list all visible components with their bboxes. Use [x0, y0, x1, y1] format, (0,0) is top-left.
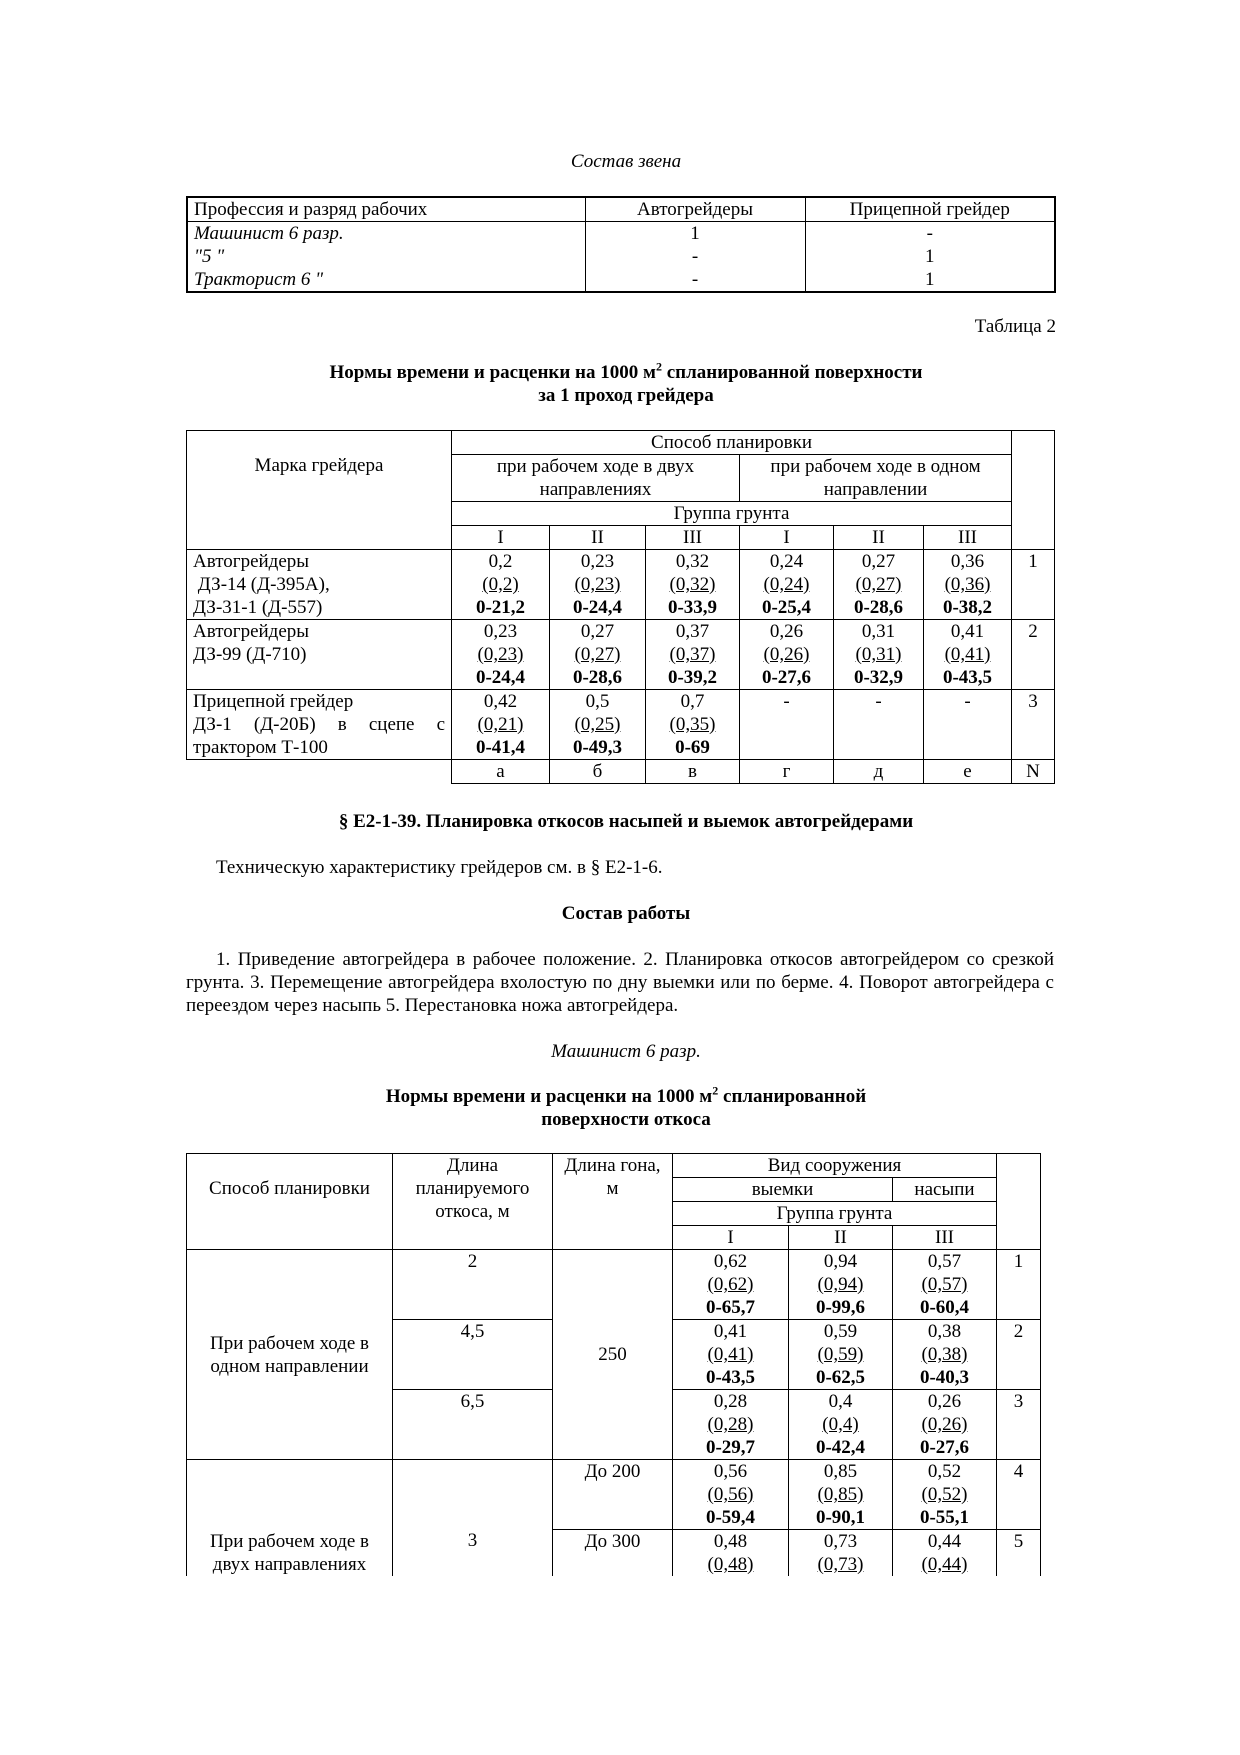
t3-cell: [673, 1530, 789, 1577]
norm-paren: (0,25): [574, 714, 621, 735]
t3-col-cuts: выемки: [673, 1178, 893, 1202]
norm: 0,52: [927, 1461, 962, 1482]
tech-note: Техническую характеристику грейдеров см. в § Е2-1-6.: [216, 857, 663, 878]
norm: 0,28: [713, 1391, 748, 1412]
table3-title: [186, 1085, 1066, 1131]
t3-col-method: Способ планировки: [187, 1154, 393, 1250]
t3-row-num: 4: [997, 1460, 1041, 1530]
t2-row-num: 2: [1012, 620, 1055, 690]
t2-cell: [646, 690, 740, 760]
norm-paren: (0,48): [707, 1554, 754, 1575]
t2-cell: [924, 620, 1012, 690]
norm-paren: (0,44): [921, 1554, 968, 1575]
t2-footer-letter: а: [452, 760, 550, 784]
t2-col-num-blank: [1012, 431, 1055, 550]
norm: 0,48: [713, 1531, 748, 1552]
norm: 0,2: [488, 551, 513, 572]
t2-footer-letter: г: [740, 760, 834, 784]
norm: 0,26: [769, 621, 804, 642]
table3-title-tail: спланированной: [718, 1086, 867, 1107]
crew-col-graders: Автогрейдеры: [585, 197, 805, 222]
t3-method-two: При рабочем ходе в двух направлениях: [187, 1460, 393, 1577]
crew-graders: -: [585, 245, 805, 268]
t2-cell: [646, 620, 740, 690]
t3-group: II: [789, 1226, 893, 1250]
norm-paren: (0,56): [707, 1484, 754, 1505]
table-row: [187, 245, 1055, 268]
table-row: [187, 222, 1055, 246]
t2-footer-letter: е: [924, 760, 1012, 784]
crew-profession: "5 ": [187, 245, 585, 268]
norm: 0,4: [828, 1391, 853, 1412]
table3-title-sup: 2: [712, 1083, 719, 1098]
crew-trailer: -: [805, 222, 1055, 246]
t3-cell: [893, 1250, 997, 1320]
t2-footer-row: [187, 760, 1055, 784]
rate: 0-24,4: [475, 667, 526, 688]
t2-cell: [834, 550, 924, 620]
rate: 0-41,4: [475, 737, 526, 758]
t3-row-num: 3: [997, 1390, 1041, 1460]
norm-paren: (0,57): [921, 1274, 968, 1295]
t2-cell: -: [834, 690, 924, 760]
rate: 0-55,1: [919, 1507, 970, 1528]
rate: 0-21,2: [475, 597, 526, 618]
norm-paren: (0,41): [707, 1344, 754, 1365]
t2-name-line: трактором Т-100: [193, 737, 328, 758]
t2-cell: [834, 620, 924, 690]
rate: 0-62,5: [815, 1367, 866, 1388]
norm: 0,94: [823, 1251, 858, 1272]
t2-cell: [646, 550, 740, 620]
norm-paren: (0,35): [669, 714, 716, 735]
norm-paren: (0,59): [817, 1344, 864, 1365]
t2-cell: [452, 690, 550, 760]
t3-col-soil: Группа грунта: [673, 1202, 997, 1226]
t2-name-line: Автогрейдеры: [193, 621, 310, 642]
t3-slope: 2: [393, 1250, 553, 1320]
crew2: Машинист 6 разр.: [551, 1041, 701, 1062]
rate: 0-99,6: [815, 1297, 866, 1318]
t2-group: II: [550, 526, 646, 550]
table2-title-text: Нормы времени и расценки на 1000 м: [329, 362, 656, 383]
t2-name-line: ДЗ-14 (Д-395А),: [193, 574, 330, 595]
norm: 0,85: [823, 1461, 858, 1482]
t3-group: III: [893, 1226, 997, 1250]
rate: 0-60,4: [919, 1297, 970, 1318]
t2-group: II: [834, 526, 924, 550]
norm-paren: (0,85): [817, 1484, 864, 1505]
t2-group: I: [452, 526, 550, 550]
t3-col-slope-len: Длина планируемого откоса, м: [393, 1154, 553, 1250]
norm-paren: (0,94): [817, 1274, 864, 1295]
t2-footer-letter: д: [834, 760, 924, 784]
t2-col-one-dir: при рабочем ходе в одном направлении: [740, 455, 1012, 502]
rate: 0-28,6: [572, 667, 623, 688]
t3-run: 250: [553, 1250, 673, 1460]
t3-cell: [893, 1390, 997, 1460]
rate: 0-43,5: [942, 667, 993, 688]
crew-heading: Состав звена: [570, 151, 682, 172]
norm: 0,7: [680, 691, 705, 712]
norm-paren: (0,24): [763, 574, 810, 595]
t3-method-one: При рабочем ходе в одном направлении: [187, 1250, 393, 1460]
t3-slope: 4,5: [393, 1320, 553, 1390]
norm: 0,57: [927, 1251, 962, 1272]
table2-title-line2: за 1 проход грейдера: [538, 385, 714, 406]
crew-table: [186, 196, 1056, 293]
t3-cell: [893, 1460, 997, 1530]
norm-paren: (0,41): [944, 644, 991, 665]
t3-run: До 300: [553, 1530, 673, 1577]
t3-cell: [789, 1320, 893, 1390]
rate: 0-25,4: [761, 597, 812, 618]
rate: 0-38,2: [942, 597, 993, 618]
t2-footer-letter: N: [1012, 760, 1055, 784]
norm-paren: (0,32): [669, 574, 716, 595]
rate: 0-43,5: [705, 1367, 756, 1388]
rate: 0-39,2: [667, 667, 718, 688]
norm: 0,23: [483, 621, 518, 642]
table2-label: Таблица 2: [974, 316, 1056, 337]
work-text: 1. Приведение автогрейдера в рабочее положение. 2. Планировка откосов автогрейдером со срезкой грунта. 3. Перемещение автогрейдера вхолостую по дну выемки или по берме. 4. Поворот автогрейдера с переездом через насыпь 5. Перестановка ножа автогрейдера.: [186, 949, 1054, 1016]
rate: 0-27,6: [919, 1437, 970, 1458]
rate: 0-32,9: [853, 667, 904, 688]
t2-grader-name: [187, 620, 452, 690]
t3-slope: 3: [393, 1460, 553, 1577]
t2-cell: [452, 620, 550, 690]
rate: 0-65,7: [705, 1297, 756, 1318]
crew-trailer: 1: [805, 245, 1055, 268]
t3-cell: [893, 1530, 997, 1577]
rate: 0-69: [675, 737, 710, 758]
t3-cell: [789, 1250, 893, 1320]
table2-title-sup: 2: [655, 359, 662, 374]
norm-paren: (0,31): [855, 644, 902, 665]
t3-cell: [893, 1320, 997, 1390]
norm: 0,38: [927, 1321, 962, 1342]
norm: 0,62: [713, 1251, 748, 1272]
norm-paren: (0,38): [921, 1344, 968, 1365]
rate: 0-42,4: [815, 1437, 866, 1458]
crew-profession: Тракторист 6 ": [187, 268, 585, 292]
t2-cell: [740, 620, 834, 690]
norm-paren: (0,26): [763, 644, 810, 665]
t3-cell: [789, 1460, 893, 1530]
table-row: [187, 268, 1055, 292]
t2-group: III: [646, 526, 740, 550]
t2-name-line: Прицепной грейдер: [193, 691, 354, 712]
norm: 0,23: [580, 551, 615, 572]
t2-cell: [740, 550, 834, 620]
norm-paren: (0,73): [817, 1554, 864, 1575]
table-row: [187, 550, 1055, 620]
t2-footer-blank: [187, 760, 452, 784]
t2-name-line: ДЗ-1 (Д-20Б) в сцепе с: [193, 714, 445, 735]
t3-col-structure: Вид сооружения: [673, 1154, 997, 1178]
norms-table-2: [186, 430, 1055, 784]
norm-paren: (0,23): [574, 574, 621, 595]
t2-row-num: 1: [1012, 550, 1055, 620]
t3-cell: [673, 1320, 789, 1390]
crew-table-header: [187, 197, 1055, 222]
t2-group: III: [924, 526, 1012, 550]
section-title: § Е2-1-39. Планировка откосов насыпей и выемок автогрейдерами: [338, 811, 914, 832]
rate: 0-33,9: [667, 597, 718, 618]
norm: 0,24: [769, 551, 804, 572]
norm: 0,56: [713, 1461, 748, 1482]
crew-graders: 1: [585, 222, 805, 246]
norm: 0,44: [927, 1531, 962, 1552]
table2-title-tail: спланированной поверхности: [661, 362, 923, 383]
norm: 0,37: [675, 621, 710, 642]
t3-col-num-blank: [997, 1154, 1041, 1250]
t3-col-fills: насыпи: [893, 1178, 997, 1202]
norm-paren: (0,27): [574, 644, 621, 665]
norm: 0,27: [861, 551, 896, 572]
t2-cell: [452, 550, 550, 620]
crew-profession: Машинист 6 разр.: [187, 222, 585, 246]
t3-run: До 200: [553, 1460, 673, 1530]
t3-row-num: 1: [997, 1250, 1041, 1320]
t2-name-line: ДЗ-99 (Д-710): [193, 644, 307, 665]
table-row: [187, 690, 1055, 760]
table-row: [187, 1250, 1041, 1320]
t2-cell: -: [740, 690, 834, 760]
t2-grader-name: [187, 690, 452, 760]
t2-cell: [550, 550, 646, 620]
t3-cell: [673, 1390, 789, 1460]
norm: 0,5: [585, 691, 610, 712]
rate: 0-49,3: [572, 737, 623, 758]
t2-cell: [550, 690, 646, 760]
norm: 0,73: [823, 1531, 858, 1552]
t3-cell: [673, 1250, 789, 1320]
norm-paren: (0,23): [477, 644, 524, 665]
work-heading: Состав работы: [561, 903, 691, 924]
t2-name-line: Автогрейдеры: [193, 551, 310, 572]
rate: 0-90,1: [815, 1507, 866, 1528]
table3-title-text: Нормы времени и расценки на 1000 м: [385, 1086, 713, 1107]
norm-paren: (0,27): [855, 574, 902, 595]
t2-cell: [924, 550, 1012, 620]
t2-col-method: Способ планировки: [452, 431, 1012, 455]
norm-paren: (0,37): [669, 644, 716, 665]
norm-paren: (0,2): [482, 574, 519, 595]
t3-row-num: 2: [997, 1320, 1041, 1390]
rate: 0-59,4: [705, 1507, 756, 1528]
t2-grader-name: [187, 550, 452, 620]
norm-paren: (0,52): [921, 1484, 968, 1505]
t3-slope: 6,5: [393, 1390, 553, 1460]
crew-graders: -: [585, 268, 805, 292]
t3-cell: [789, 1530, 893, 1577]
norm: 0,41: [713, 1321, 748, 1342]
norm-paren: (0,26): [921, 1414, 968, 1435]
t2-group: I: [740, 526, 834, 550]
table2-title: [186, 361, 1066, 407]
t2-name-line: ДЗ-31-1 (Д-557): [193, 597, 323, 618]
norm: 0,41: [950, 621, 985, 642]
norm-paren: (0,21): [477, 714, 524, 735]
rate: 0-40,3: [919, 1367, 970, 1388]
norm: 0,42: [483, 691, 518, 712]
t2-col-soil: Группа грунта: [452, 502, 1012, 526]
t3-col-run-len: Длина гона, м: [553, 1154, 673, 1250]
crew-trailer: 1: [805, 268, 1055, 292]
crew-col-profession: Профессия и разряд рабочих: [187, 197, 585, 222]
t3-group: I: [673, 1226, 789, 1250]
t2-footer-letter: в: [646, 760, 740, 784]
norm: 0,36: [950, 551, 985, 572]
norm-paren: (0,28): [707, 1414, 754, 1435]
table-row: [187, 1460, 1041, 1530]
norm-paren: (0,62): [707, 1274, 754, 1295]
rate: 0-28,6: [853, 597, 904, 618]
t2-row-num: 3: [1012, 690, 1055, 760]
rate: 0-27,6: [761, 667, 812, 688]
norm-paren: (0,36): [944, 574, 991, 595]
t2-cell: [550, 620, 646, 690]
table3-title-line2: поверхности откоса: [541, 1109, 711, 1130]
norm: 0,32: [675, 551, 710, 572]
t2-col-grader: Марка грейдера: [187, 431, 452, 550]
table-row: [187, 620, 1055, 690]
t3-cell: [789, 1390, 893, 1460]
norm-paren: (0,4): [822, 1414, 859, 1435]
t2-col-two-dir: при рабочем ходе в двух направлениях: [452, 455, 740, 502]
norm: 0,27: [580, 621, 615, 642]
norm: 0,31: [861, 621, 896, 642]
norm: 0,59: [823, 1321, 858, 1342]
rate: 0-24,4: [572, 597, 623, 618]
t3-row-num: 5: [997, 1530, 1041, 1577]
t3-cell: [673, 1460, 789, 1530]
t2-footer-letter: б: [550, 760, 646, 784]
norm: 0,26: [927, 1391, 962, 1412]
t2-cell: -: [924, 690, 1012, 760]
norms-table-3: [186, 1153, 1041, 1576]
crew-col-trailer: Прицепной грейдер: [805, 197, 1055, 222]
rate: 0-29,7: [705, 1437, 756, 1458]
